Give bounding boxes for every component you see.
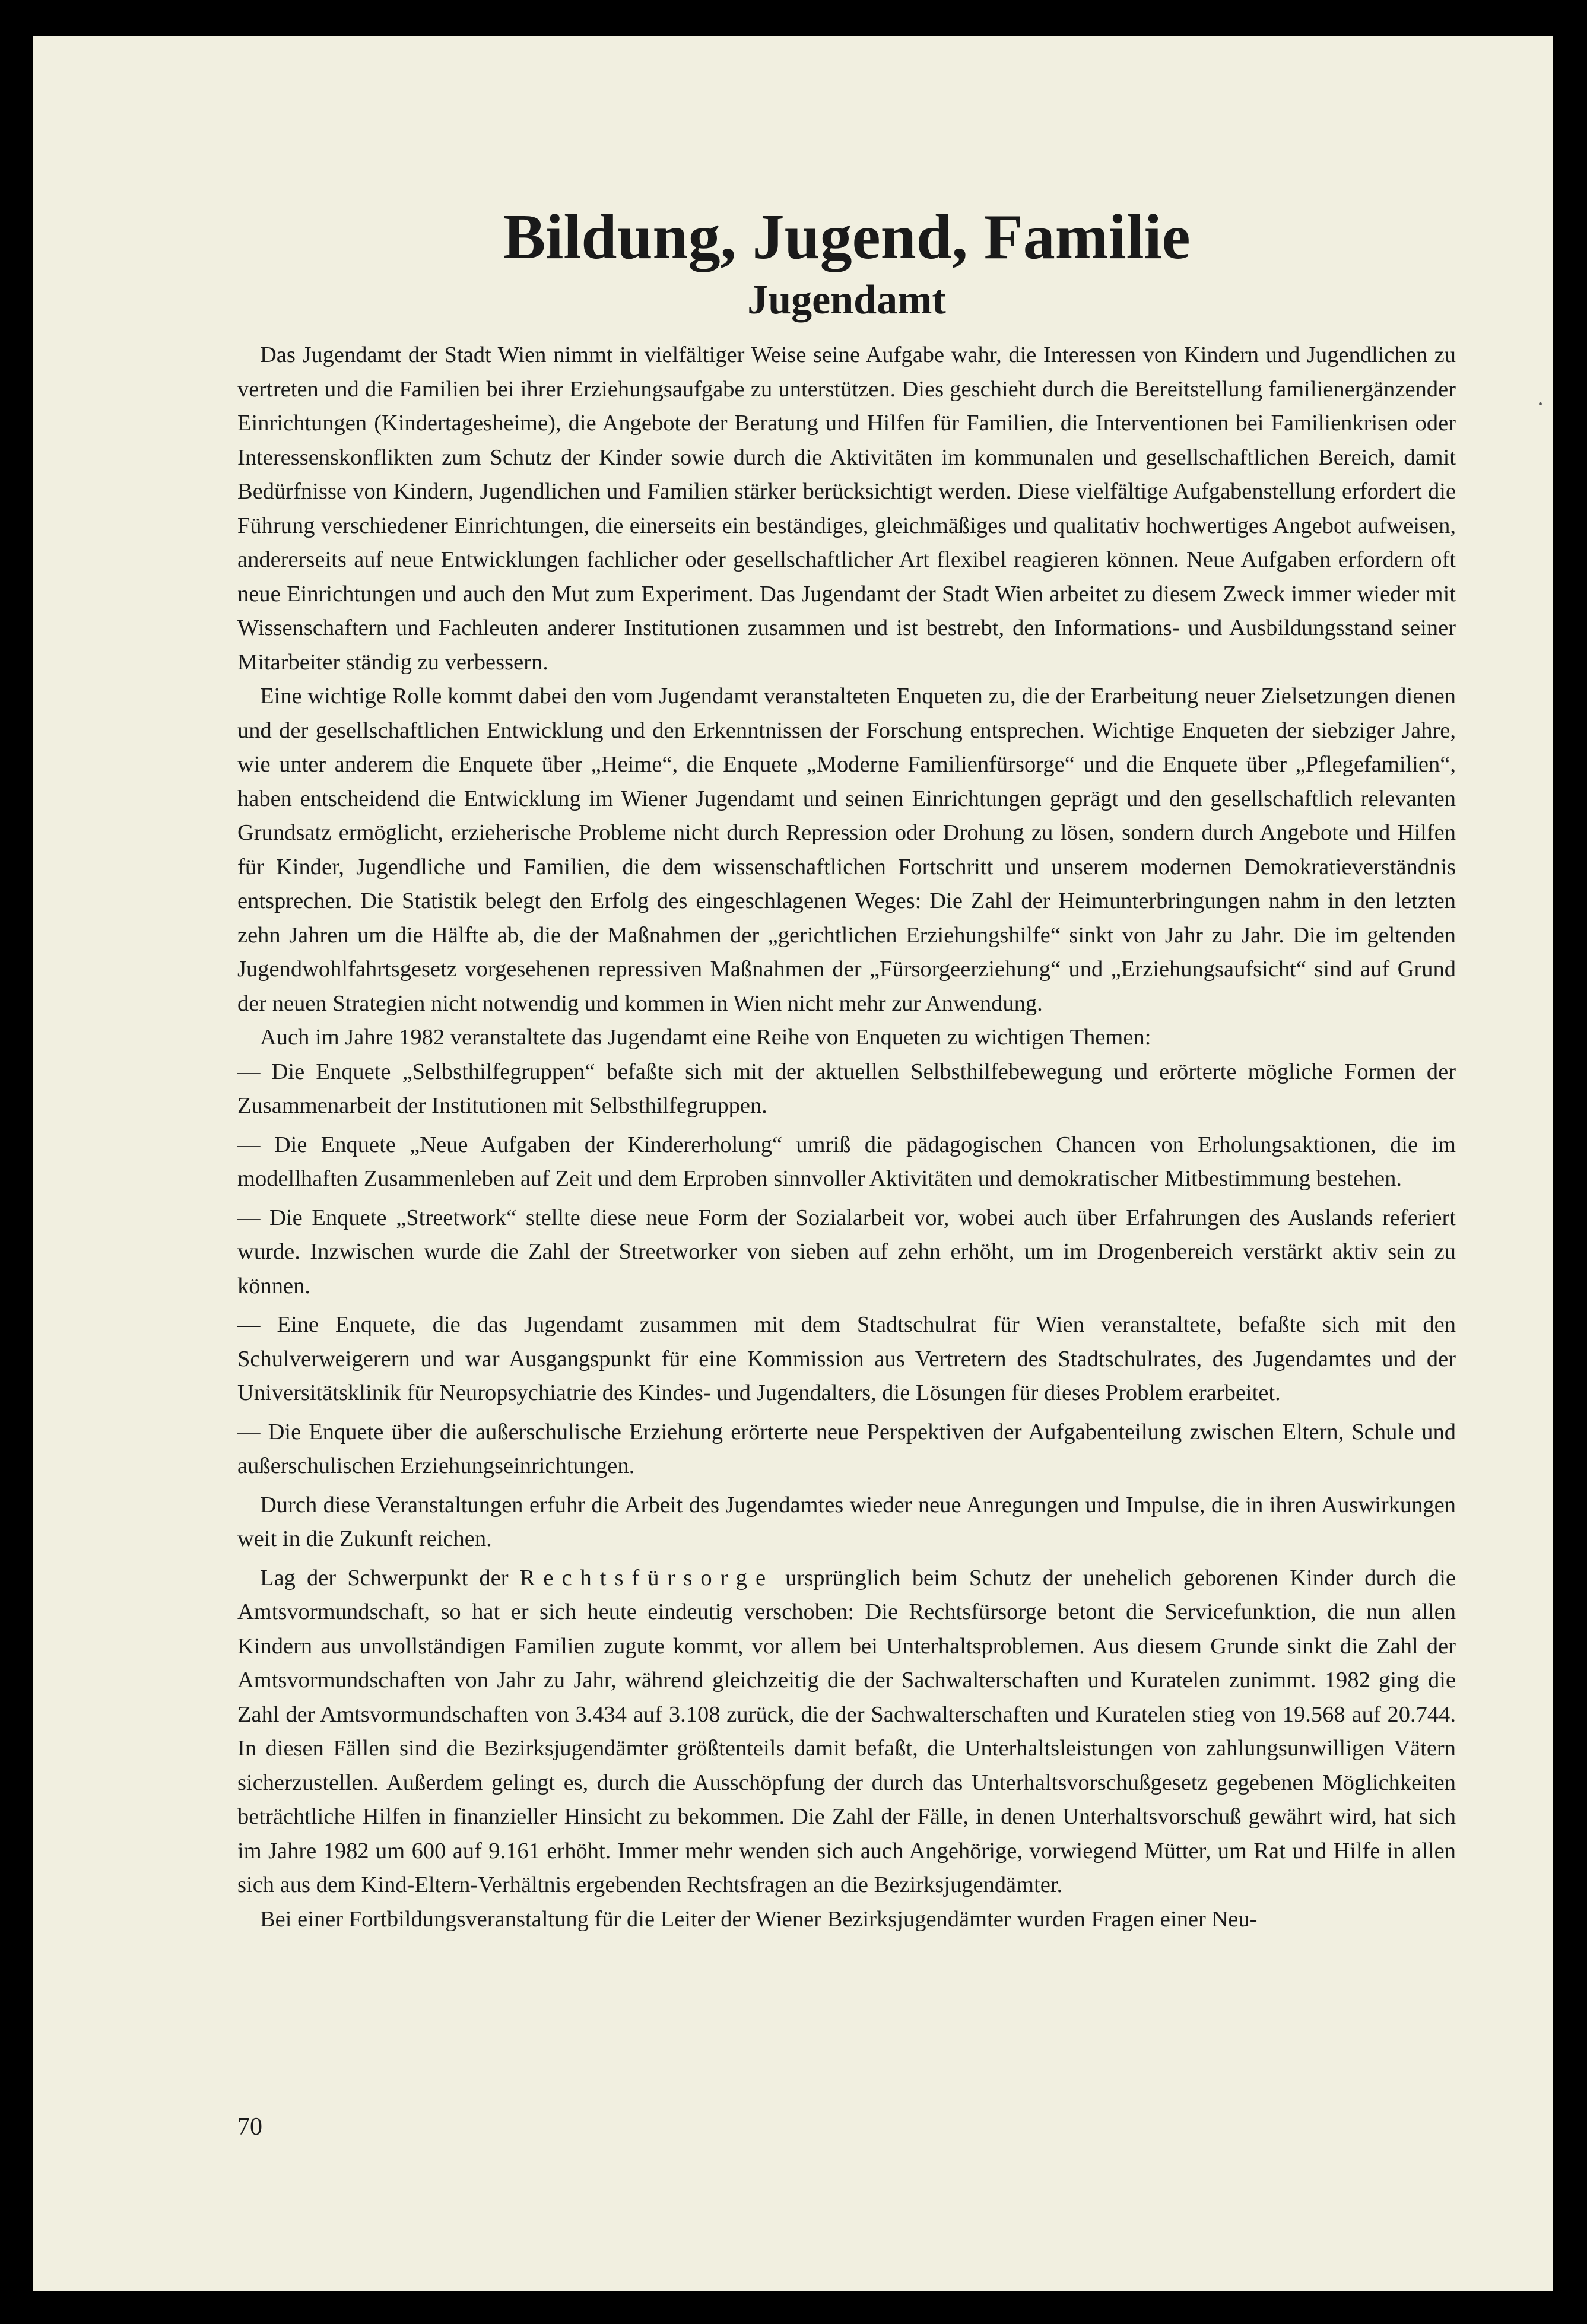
- paragraph-impulse: Durch diese Veranstaltungen erfuhr die Arbeit des Jugendamtes wieder neue Anregungen und Impulse, die in ihren Auswirkungen weit in die Zukunft reichen.: [237, 1492, 1456, 1551]
- document-body: [237, 202, 1456, 1936]
- paragraph-intro: Das Jugendamt der Stadt Wien nimmt in vielfältiger Weise seine Aufgabe wahr, die Interessen von Kindern und Jugendlichen zu vertreten und die Familien bei ihrer Erziehungsaufgabe zu unterstützen. Dies geschieht durch die Bereitstellung familienergänzender Einrichtungen (Kindertagesheime), die Angebote der Beratung und Hilfen für Familien, die Interventionen bei Familienkrisen oder Interessenskonflikten zum Schutz der Kinder sowie durch die Aktivitäten im kommunalen und gesellschaftlichen Bereich, damit Bedürfnisse von Kindern, Jugendlichen und Familien stärker berücksichtigt werden. Diese vielfältige Aufgabenstellung erfordert die Führung verschiedener Einrichtungen, die einerseits ein beständiges, gleichmäßiges und qualitativ hochwertiges Angebot aufweisen, andererseits auf neue Entwicklungen fachlicher oder gesellschaftlicher Art flexibel reagieren können. Neue Aufgaben erfordern oft neue Einrichtungen und auch den Mut zum Experiment. Das Jugendamt der Stadt Wien arbeitet zu diesem Zweck immer wieder mit Wissenschaftern und Fachleuten anderer Institutionen zusammen und ist bestrebt, den Informations- und Ausbildungsstand seiner Mitarbeiter ständig zu verbessern.: [237, 342, 1456, 675]
- rechts-term: Rechtsfürsorge: [519, 1565, 775, 1590]
- rechts-rest: ursprünglich beim Schutz der unehelich geborenen Kinder durch die Amtsvormundschaft, so hat er sich heute eindeutig verschoben: Die Rechtsfürsorge betont die Servicefunktion, die nun allen Kindern aus unvollständigen Familien zugute kommt, vor allem bei Unterhaltsproblemen. Aus diesem Grunde sinkt die Zahl der Amtsvormundschaften von Jahr zu Jahr, während gleichzeitig die der Sachwalterschaften und Kuratelen zunimmt. 1982 ging die Zahl der Amtsvormundschaften von 3.434 auf 3.108 zurück, die der Sachwalterschaften und Kuratelen stieg von 19.568 auf 20.744. In diesen Fällen sind die Bezirksjugendämter größtenteils damit befaßt, die Unterhaltsleistungen von zahlungsunwilligen Vätern sicherzustellen. Außerdem gelingt es, durch die Ausschöpfung der durch das Unterhaltsvorschußgesetz gegebenen Möglichkeiten beträchtliche Hilfen in finanzieller Hinsicht zu bekommen. Die Zahl der Fälle, in denen Unterhaltsvorschuß gewährt wird, hat sich im Jahre 1982 um 600 auf 9.161 erhöht. Immer mehr wenden sich auch Angehörige, vorwiegend Mütter, um Rat und Hilfe in allen sich aus dem Kind-Eltern-Verhältnis ergebenden Rechtsfragen an die Bezirksjugendämter.: [237, 1565, 1456, 1897]
- paragraph-rechtsfuersorge: [237, 1561, 1456, 1903]
- list-item: — Eine Enquete, die das Jugendamt zusammen mit dem Stadtschulrat für Wien veranstaltete, befaßte sich mit den Schulverweigerern und war Ausgangspunkt für eine Kommission aus Vertretern des Stadtschulrates, des Jugendamtes und der Universitätsklinik für Neuropsychiatrie des Kindes- und Jugendalters, die Lösungen für dieses Problem erarbeitet.: [237, 1312, 1456, 1405]
- page-number: 70: [237, 2113, 262, 2141]
- paragraph-fortbildung: Bei einer Fortbildungsveranstaltung für die Leiter der Wiener Bezirksjugendämter wurden Fragen einer Neu-: [260, 1906, 1258, 1932]
- list-item: — Die Enquete „Streetwork“ stellte diese neue Form der Sozialarbeit vor, wobei auch über Erfahrungen des Auslands referiert wurde. Inzwischen wurde die Zahl der Streetworker von sieben auf zehn erhöht, um im Drogenbereich verstärkt aktiv sein zu können.: [237, 1205, 1456, 1298]
- paragraph-1982: Auch im Jahre 1982 veranstaltete das Jugendamt eine Reihe von Enqueten zu wichtigen Themen:: [260, 1025, 1151, 1050]
- paper-speck: [1539, 402, 1542, 405]
- list-item: — Die Enquete „Neue Aufgaben der Kindererholung“ umriß die pädagogischen Chancen von Erholungsaktionen, die im modellhaften Zusammenleben auf Zeit und dem Erproben sinnvoller Aktivitäten und demokratischer Mitbestimmung bestehen.: [237, 1132, 1456, 1191]
- page-title: Bildung, Jugend, Familie: [503, 202, 1191, 272]
- paragraph-enqueten: Eine wichtige Rolle kommt dabei den vom Jugendamt veranstalteten Enqueten zu, die der Erarbeitung neuer Zielsetzungen dienen und der gesellschaftlichen Entwicklung und den Erkenntnissen der Forschung entsprechen. Wichtige Enqueten der siebziger Jahre, wie unter anderem die Enquete über „Heime“, die Enquete „Moderne Familienfürsorge“ und die Enquete über „Pflegefamilien“, haben entscheidend die Entwicklung im Wiener Jugendamt und seinen Einrichtungen geprägt und den gesellschaftlich relevanten Grundsatz ermöglicht, erzieherische Probleme nicht durch Repression oder Drohung zu lösen, sondern durch Angebote und Hilfen für Kinder, Jugendliche und Familien, die dem wissenschaftlichen Fortschritt und unserem modernen Demokratieverständnis entsprechen. Die Statistik belegt den Erfolg des eingeschlagenen Weges: Die Zahl der Heimunterbringungen nahm in den letzten zehn Jahren um die Hälfte ab, die der Maßnahmen der „gerichtlichen Erziehungshilfe“ sinkt von Jahr zu Jahr. Die im geltenden Jugendwohlfahrtsgesetz vorgesehenen repressiven Maßnahmen der „Fürsorgeerziehung“ und „Erziehungsaufsicht“ sind auf Grund der neuen Strategien nicht notwendig und kommen in Wien nicht mehr zur Anwendung.: [237, 684, 1456, 1016]
- rechts-lead: Lag der Schwerpunkt der: [260, 1565, 520, 1590]
- list-item: — Die Enquete „Selbsthilfegruppen“ befaßte sich mit der aktuellen Selbsthilfebewegung und erörterte mögliche Formen der Zusammenarbeit der Institutionen mit Selbsthilfegruppen.: [237, 1059, 1456, 1118]
- section-title: Jugendamt: [747, 277, 946, 323]
- list-item: — Die Enquete über die außerschulische Erziehung erörterte neue Perspektiven der Aufgabenteilung zwischen Eltern, Schule und außerschulischen Erziehungseinrichtungen.: [237, 1419, 1456, 1478]
